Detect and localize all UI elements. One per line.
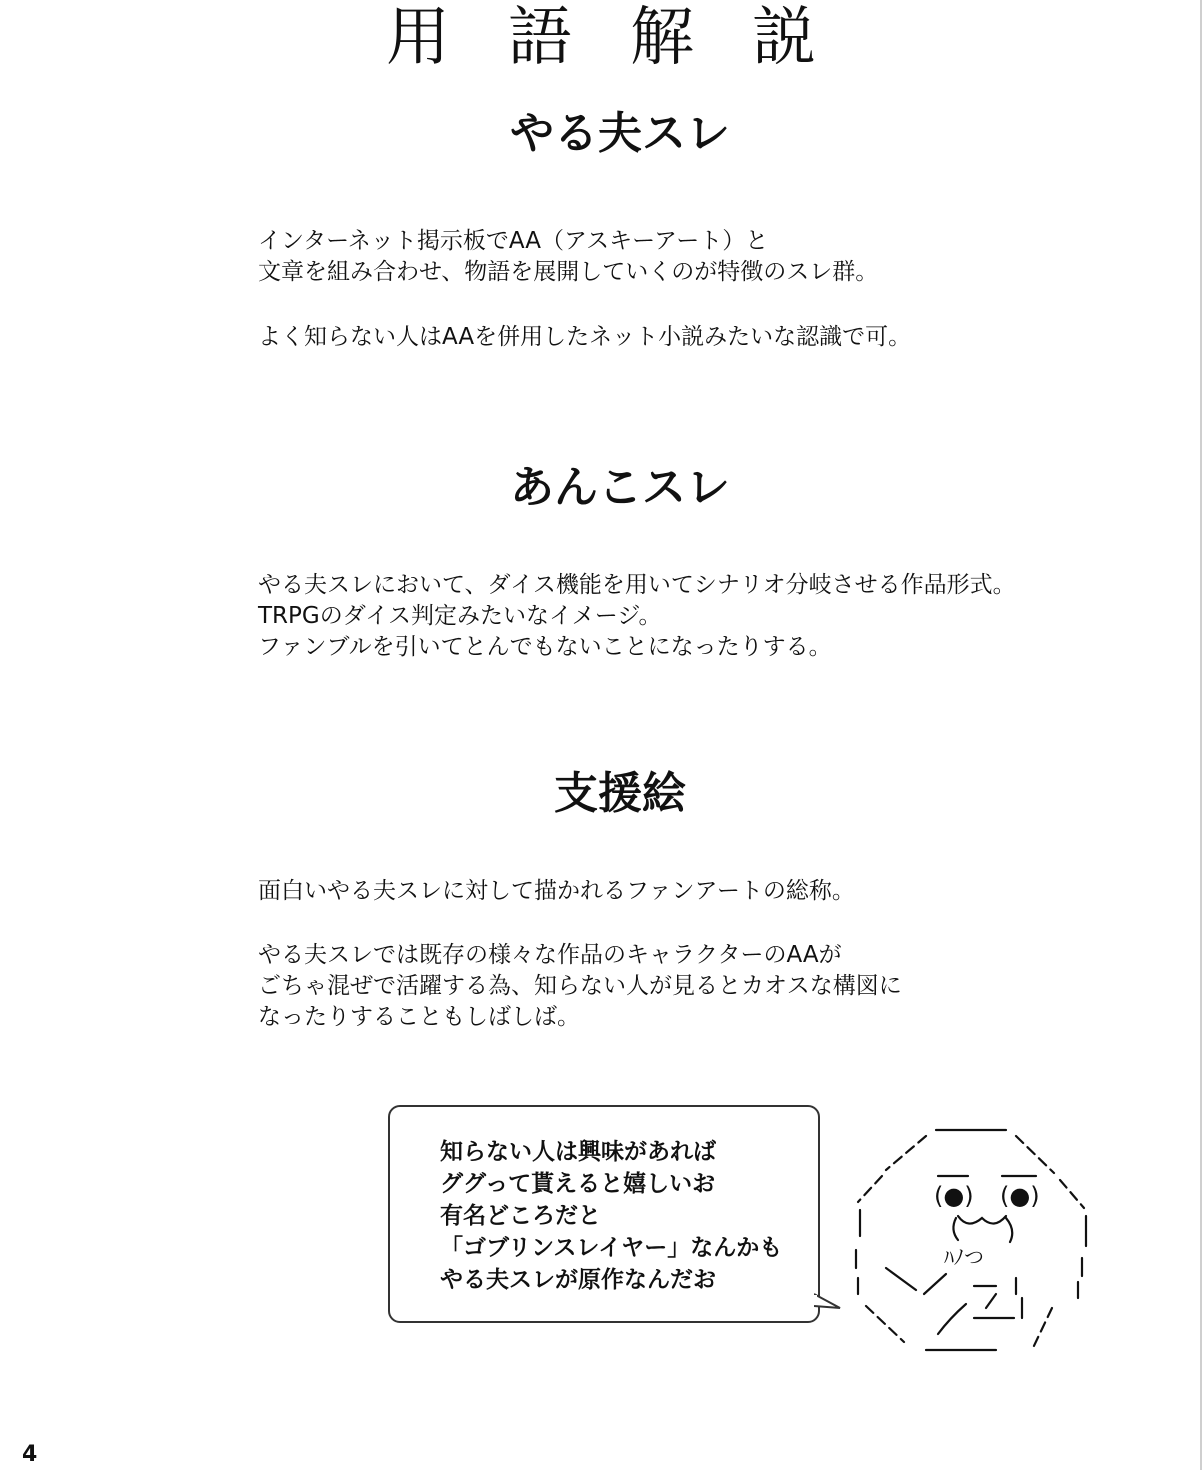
section-support-art-paragraph-2: やる夫スレでは既存の様々な作品のキャラクターのAAが ごちゃ混ぜで活躍する為、知らない人が見るとカオスな構図に なったりすることもしばしば。 (258, 942, 902, 1030)
page-number: 4 (22, 1442, 38, 1467)
speech-bubble-tail (814, 1292, 842, 1312)
section-anko-thread-paragraph-1: やる夫スレにおいて、ダイス機能を用いてシナリオ分岐させる作品形式。 TRPGのダイス判定みたいなイメージ。 ファンブルを引いてとんでもないことになったりする。 (258, 572, 1016, 660)
yaruo-eye-right: (●) (1000, 1182, 1040, 1210)
yaruo-eye-left: (●) (934, 1182, 974, 1210)
section-support-art-paragraph-1: 面白いやる夫スレに対して描かれるファンアートの総称。 (258, 878, 855, 904)
section-heading-support-art: 支援絵 (554, 768, 686, 819)
yaruo-hands: ﾊﾉつ (944, 1245, 984, 1269)
page-title: 用語解説 (386, 1, 874, 75)
section-yaruo-thread-paragraph-2: よく知らない人はAAを併用したネット小説みたいな認識で可。 (258, 324, 912, 350)
speech-bubble-text: 知らない人は興味があれば ググって貰えると嬉しいお 有名どころだと 「ゴブリンスレイヤー」なんかも やる夫スレが原作なんだお (440, 1139, 783, 1293)
section-yaruo-thread-paragraph-1: インターネット掲示板でAA（アスキーアート）と 文章を組み合わせ、物語を展開していくのが特徴のスレ群。 (258, 228, 879, 285)
section-heading-anko-thread: あんこスレ (510, 462, 730, 513)
yaruo-ascii-art-icon (846, 1118, 1096, 1358)
section-heading-yaruo-thread: やる夫スレ (510, 108, 730, 159)
